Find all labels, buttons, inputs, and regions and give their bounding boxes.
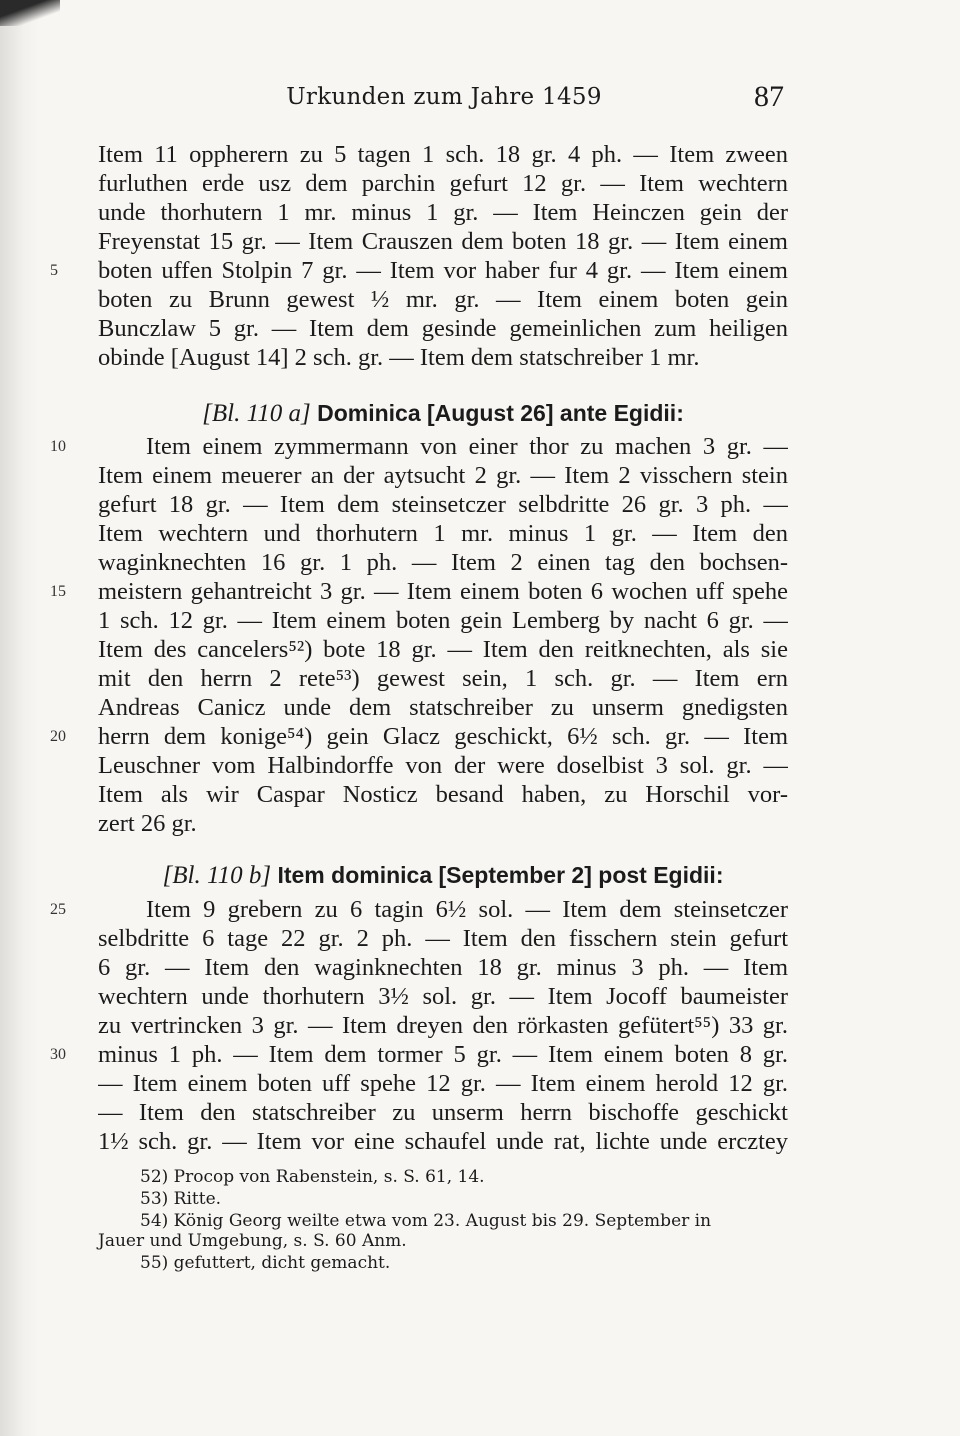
text-line: Item einem meuerer an der aytsucht 2 gr. — Item 2 visschern stein	[98, 462, 788, 489]
section-heading	[98, 860, 788, 890]
line-number: 15	[50, 583, 66, 600]
text-line: boten zu Brunn gewest ½ mr. gr. — Item einem boten gein	[98, 286, 788, 313]
footnote	[140, 1252, 788, 1274]
scan-edge-shadow	[0, 0, 40, 1436]
footnote-mark: 52)	[140, 1167, 169, 1187]
text-line: furluthen erde usz dem parchin gefurt 12 gr. — Item wechtern	[98, 170, 788, 197]
section-heading	[98, 398, 788, 428]
text-line: minus 1 ph. — Item dem tormer 5 gr. — Item einem boten 8 gr.	[98, 1041, 788, 1068]
text-line: Leuschner vom Halbindorffe von der were doselbist 3 sol. gr. —	[98, 752, 788, 779]
line-number: 10	[50, 438, 66, 455]
footnote-text: Jauer und Umgebung, s. S. 60 Anm.	[98, 1231, 407, 1251]
footnote	[140, 1166, 788, 1188]
text-line: — Item einem boten uff spehe 12 gr. — Item einem herold 12 gr.	[98, 1070, 788, 1097]
text-line: Andreas Canicz unde dem statschreiber zu unserm gnedigsten	[98, 694, 788, 721]
text-line: 1½ sch. gr. — Item vor eine schaufel unde rat, lichte unde ercztey	[98, 1128, 788, 1155]
text-line: — Item den statschreiber zu unserm herrn bischoffe geschickt	[98, 1099, 788, 1126]
text-line: zu vertrincken 3 gr. — Item dreyen den rörkasten gefütert⁵⁵) 33 gr.	[98, 1012, 788, 1039]
scan-corner-mark	[0, 0, 60, 26]
text-line: Item als wir Caspar Nosticz besand haben, zu Horschil vor-	[98, 781, 788, 808]
line-number: 5	[50, 262, 58, 279]
text-line: selbdritte 6 tage 22 gr. 2 ph. — Item den fisschern stein gefurt	[98, 925, 788, 952]
line-number: 30	[50, 1046, 66, 1063]
text-line: mit den herrn 2 rete⁵³) gewest sein, 1 sch. gr. — Item ern	[98, 665, 788, 692]
footnote-mark: 54)	[140, 1211, 169, 1231]
text-line: Freyenstat 15 gr. — Item Crauszen dem boten 18 gr. — Item einem	[98, 228, 788, 255]
text-line: gefurt 18 gr. — Item dem steinsetczer selbdritte 26 gr. 3 ph. —	[98, 491, 788, 518]
footnote	[98, 1230, 746, 1252]
text-line: Item des cancelers⁵²) bote 18 gr. — Item den reitknechten, als sie	[98, 636, 788, 663]
footnote-mark: 55)	[140, 1253, 169, 1273]
text-line: Item 11 oppherern zu 5 tagen 1 sch. 18 gr. 4 ph. — Item zween	[98, 141, 788, 168]
running-title: Urkunden zum Jahre 1459	[286, 84, 602, 110]
footnote-text: Ritte.	[173, 1189, 222, 1209]
footnote-mark: 53)	[140, 1189, 169, 1209]
text-line: Item 9 grebern zu 6 tagin 6½ sol. — Item dem steinsetczer	[146, 896, 788, 923]
text-line: unde thorhutern 1 mr. minus 1 gr. — Item Heinczen gein der	[98, 199, 788, 226]
line-number: 20	[50, 728, 66, 745]
page-header	[98, 80, 790, 114]
footnote	[140, 1210, 788, 1232]
text-line: 1 sch. 12 gr. — Item einem boten gein Lemberg by nacht 6 gr. —	[98, 607, 788, 634]
text-line: meistern gehantreicht 3 gr. — Item einem boten 6 wochen uff spehe	[98, 578, 788, 605]
text-line: 6 gr. — Item den waginknechten 18 gr. minus 3 ph. — Item	[98, 954, 788, 981]
text-line: obinde [August 14] 2 sch. gr. — Item dem statschreiber 1 mr.	[98, 344, 700, 371]
text-line: waginknechten 16 gr. 1 ph. — Item 2 einen tag den bochsen-	[98, 549, 788, 576]
footnote-text: gefuttert, dicht gemacht.	[173, 1253, 391, 1273]
footnote-text: König Georg weilte etwa vom 23. August bis 29. September in	[173, 1211, 712, 1231]
text-line: boten uffen Stolpin 7 gr. — Item vor haber fur 4 gr. — Item einem	[98, 257, 788, 284]
text-line: Item einem zymmermann von einer thor zu machen 3 gr. —	[146, 433, 788, 460]
page-number: 87	[754, 80, 784, 113]
section-title: Dominica [August 26] ante Egidii:	[310, 400, 684, 426]
footnote	[140, 1188, 788, 1210]
section-title: Item dominica [September 2] post Egidii:	[271, 862, 724, 888]
footnote-text: Procop von Rabenstein, s. S. 61, 14.	[173, 1167, 485, 1187]
line-number: 25	[50, 901, 66, 918]
folio-reference: [Bl. 110 a]	[202, 400, 311, 427]
text-line: zert 26 gr.	[98, 810, 197, 837]
folio-reference: [Bl. 110 b]	[162, 862, 272, 889]
text-line: wechtern unde thorhutern 3½ sol. gr. — Item Jocoff baumeister	[98, 983, 788, 1010]
text-line: Bunczlaw 5 gr. — Item dem gesinde gemeinlichen zum heiligen	[98, 315, 788, 342]
text-line: Item wechtern und thorhutern 1 mr. minus 1 gr. — Item den	[98, 520, 788, 547]
text-line: herrn dem konige⁵⁴) gein Glacz geschickt, 6½ sch. gr. — Item	[98, 723, 788, 750]
